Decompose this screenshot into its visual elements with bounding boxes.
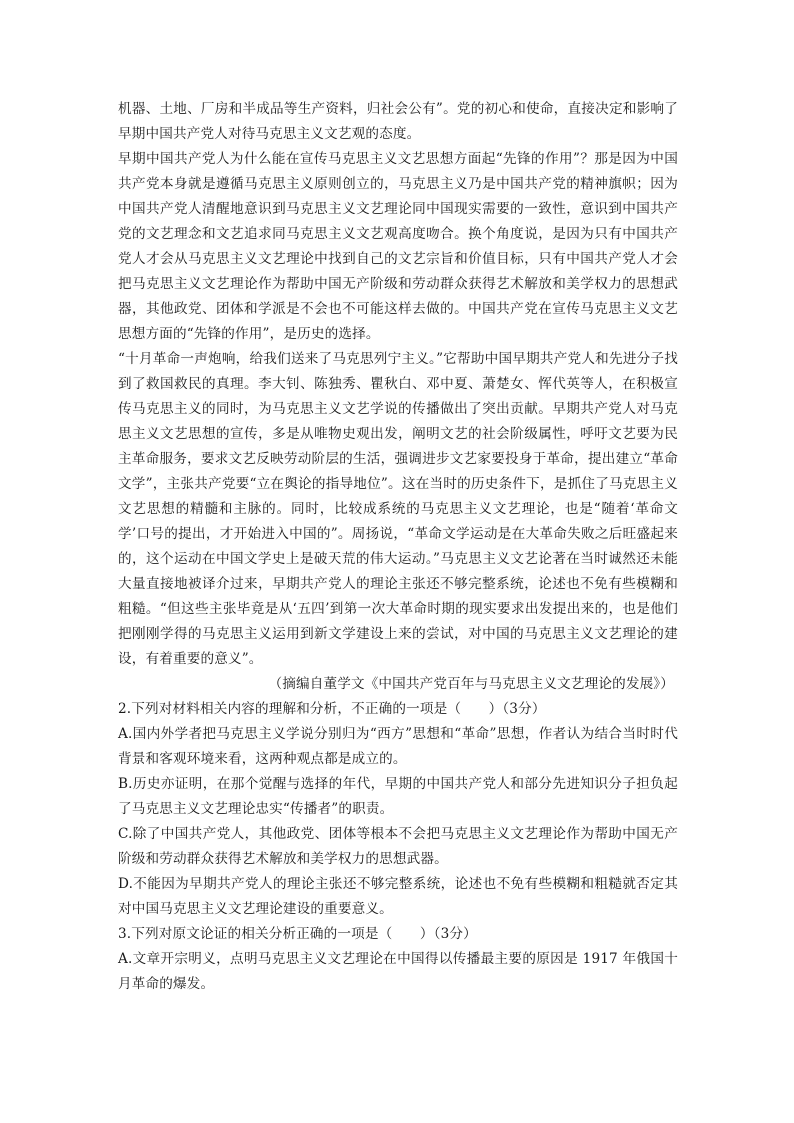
question-2-stem: 2.下列对材料相关内容的理解和分析，不正确的一项是（ ）（3分） — [118, 701, 546, 717]
question-2-option-a: A.国内外学者把马克思主义学说分别归为“西方”思想和“革命”思想，作者认为结合当时时代背景和客观环境来看，这两种观点都是成立的。 — [118, 726, 678, 767]
passage-paragraph-1: 机器、土地、厂房和半成品等生产资料，归社会公有”。党的初心和使命，直接决定和影响了早期中国共产党人对待马克思主义文艺观的态度。 — [118, 101, 678, 142]
passage-paragraph-3: “十月革命一声炮响，给我们送来了马克思列宁主义。”它帮助中国早期共产党人和先进分子找到了救国救民的真理。李大钊、陈独秀、瞿秋白、邓中夏、萧楚女、恽代英等人，在积极宣传马克思主义的同时，为马克思主义文艺学说的传播做出了突出贡献。早期共产党人对马克思主义文艺思想的宣传，多是从唯物史观出发，阐明文艺的社会阶级属性，呼吁文艺要为民主革命服务，要求文艺反映劳动阶层的生活，强调进步文艺家要投身于革命，提出建立“革命文学”，主张共产党要“立在舆论的指导地位”。这在当时的历史条件下，是抓住了马克思主义文艺思想的精髓和主脉的。同时，比较成系统的马克思主义文艺理论，也是“随着‘革命文学’口号的提出，才开始进入中国的”。周扬说，“革命文学运动是在大革命失败之后旺盛起来的，这个运动在中国文学史上是破天荒的伟大运动。”马克思主义文艺论著在当时诚然还未能大量直接地被译介过来，早期共产党人的理论主张还不够完整系统，论述也不免有些模糊和粗糙。“但这些主张毕竟是从‘五四’到第一次大革命时期的现实要求出发提出来的，也是他们把刚刚学得的马克思主义运用到新文学建设上来的尝试，对中国的马克思主义文艺理论的建设，有着重要的意义”。 — [118, 351, 678, 667]
question-2-option-d: D.不能因为早期共产党人的理论主张还不够完整系统，论述也不免有些模糊和粗糙就否定其对中国马克思主义文艺理论建设的重要意义。 — [118, 876, 678, 917]
question-3-option-a: A.文章开宗明义，点明马克思主义文艺理论在中国得以传播最主要的原因是 1917 年俄国十月革命的爆发。 — [118, 951, 678, 992]
question-2-option-b: B.历史亦证明，在那个觉醒与选择的年代，早期的中国共产党人和部分先进知识分子担负起了马克思主义文艺理论忠实“传播者”的职责。 — [118, 776, 678, 817]
question-2-option-c: C.除了中国共产党人，其他政党、团体等根本不会把马克思主义文艺理论作为帮助中国无产阶级和劳动群众获得艺术解放和美学权力的思想武器。 — [118, 826, 678, 867]
document-page — [118, 97, 678, 997]
passage-source: （摘编自董学文《中国共产党百年与马克思主义文艺理论的发展》） — [268, 676, 674, 692]
passage-paragraph-2: 早期中国共产党人为什么能在宣传马克思主义文艺思想方面起“先锋的作用”？那是因为中国共产党本身就是遵循马克思主义原则创立的，马克思主义乃是中国共产党的精神旗帜；因为中国共产党人清醒地意识到马克思主义文艺理论同中国现实需要的一致性，意识到中国共产党的文艺理念和文艺追求同马克思主义文艺观高度吻合。换个角度说，是因为只有中国共产党人才会从马克思主义文艺理论中找到自己的文艺宗旨和价值目标，只有中国共产党人才会把马克思主义文艺理论作为帮助中国无产阶级和劳动群众获得艺术解放和美学权力的思想武器，其他政党、团体和学派是不会也不可能这样去做的。中国共产党在宣传马克思主义文艺思想方面的“先锋的作用”，是历史的选择。 — [118, 151, 678, 342]
question-3-stem: 3.下列对原文论证的相关分析正确的一项是（ ）（3分） — [118, 926, 477, 942]
